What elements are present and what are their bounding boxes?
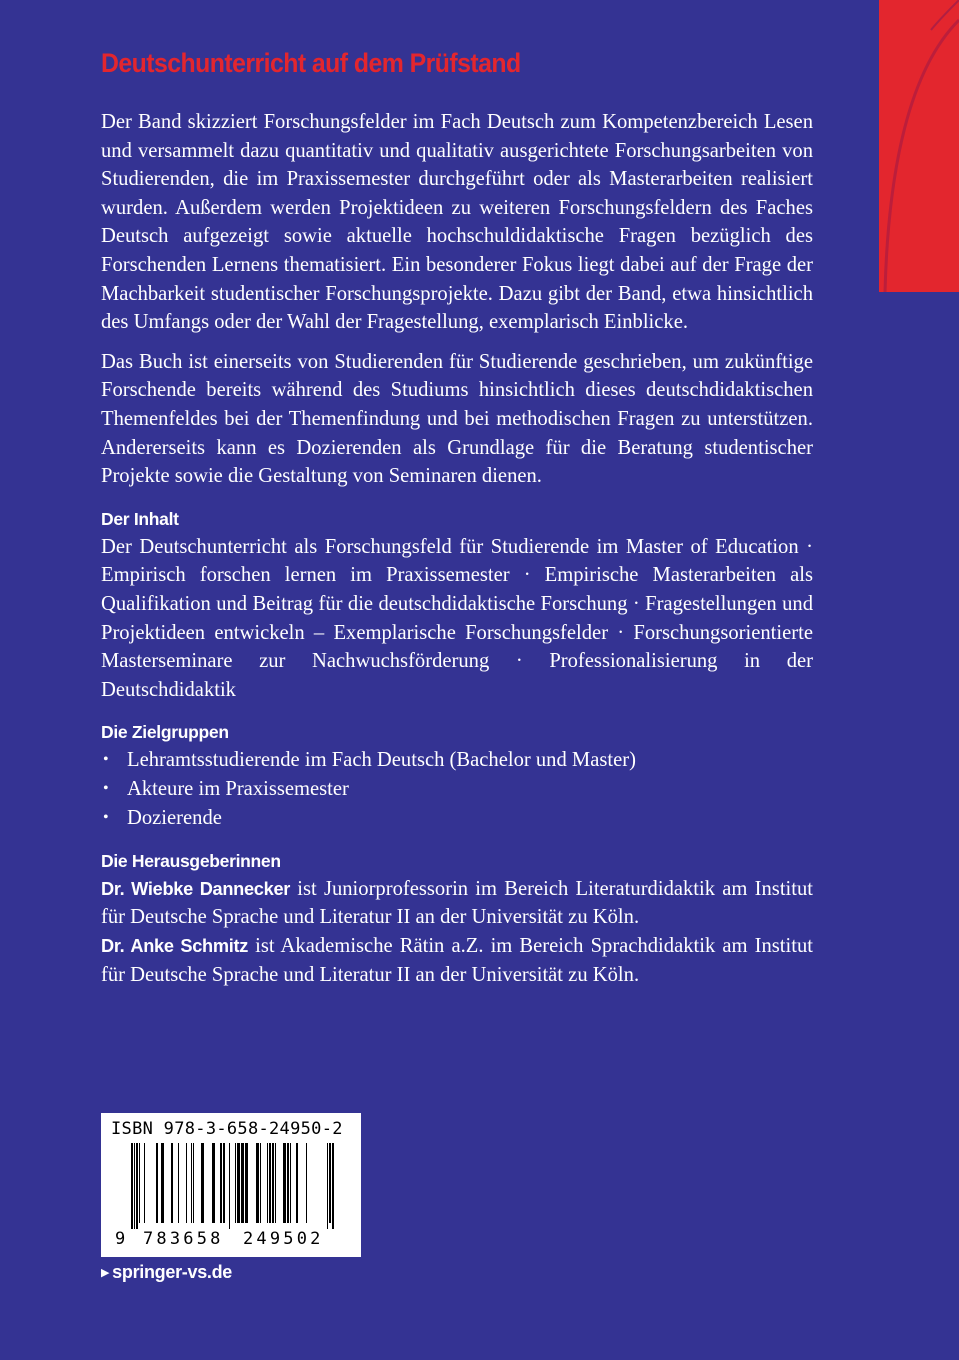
description-paragraph-1: Der Band skizziert Forschungsfelder im Fach Deutsch zum Kompetenzbereich Lesen und versammelt dazu quantitativ und qualitativ ausgerichtete Forschungsarbeiten von Studierenden, die im Praxissemester durchgeführt oder als Masterarbeiten realisiert wurden. Außerdem werden Projektideen zu weiteren Forschungsfeldern des Faches Deutsch aufgezeigt sowie aktuelle hochschuldidaktische Fragen bezüglich des Forschenden Lernens thematisiert. Ein besonderer Fokus liegt dabei auf der Frage der Machbarkeit studentischer Forschungsprojekte. Dazu gibt der Band, etwa hinsichtlich des Umfangs oder der Wahl der Fragestellung, exemplarisch Einblicke.: [101, 111, 813, 334]
barcode-bar: [332, 1143, 334, 1229]
barcode-bar: [267, 1143, 268, 1223]
barcode-bar: [272, 1143, 274, 1223]
book-title: Deutschunterricht auf dem Prüfstand: [101, 48, 521, 78]
herausgeberinnen-heading: Die Herausgeberinnen: [101, 850, 281, 871]
editor-bio-2: [101, 932, 813, 990]
barcode-bar: [260, 1143, 261, 1223]
barcode-bar: [275, 1143, 276, 1223]
barcode-bar: [329, 1143, 331, 1223]
barcode-bar: [245, 1143, 248, 1223]
barcode-bars: [101, 1143, 361, 1233]
barcode-bar: [178, 1143, 179, 1223]
barcode-bar: [229, 1143, 230, 1229]
zielgruppen-list: [101, 746, 813, 832]
list-item: • Akteure im Praxissemester: [101, 775, 813, 804]
barcode-bar: [131, 1143, 133, 1229]
inhalt-heading: Der Inhalt: [101, 508, 179, 529]
barcode-digit-prefix: 9: [115, 1229, 126, 1249]
barcode-bar: [223, 1143, 225, 1223]
zielgruppen-heading: Die Zielgruppen: [101, 722, 229, 743]
barcode-bar: [290, 1143, 291, 1223]
barcode-bar: [201, 1143, 204, 1223]
list-item: • Dozierende: [101, 804, 813, 833]
barcode-bar: [269, 1143, 271, 1223]
barcode-bar: [235, 1143, 236, 1223]
editor-bio-1: [101, 875, 813, 933]
play-arrow-icon: ▶: [101, 1267, 110, 1279]
barcode-bar: [191, 1143, 192, 1223]
inhalt-text: Der Deutschunterricht als Forschungsfeld für Studierende im Master of Education · Empirisch forschen lernen im Praxissemester · Empirische Masterarbeiten als Qualifikation und Beitrag für die deutschdidaktische Forschung · Fragestellungen und Projektideen entwickeln – Exemplarische Forschungsfelder · Forschungsorientierte Masterseminare zur Nachwuchsförderung · Professionalisierung in der Deutschdidaktik: [101, 535, 813, 701]
barcode-digits-right: 249502: [243, 1229, 324, 1249]
website-label[interactable]: springer-vs.de: [112, 1262, 233, 1282]
barcode-bar: [283, 1143, 286, 1223]
barcode-bar: [296, 1143, 298, 1223]
barcode-bar: [134, 1143, 135, 1229]
editor-text-2: ist Akademische Rätin a.Z. im Bereich Sprachdidaktik am Institut für Deutsche Sprache und Literatur II an der Universität zu Köln.: [101, 935, 813, 987]
barcode-bar: [161, 1143, 164, 1223]
barcode-bar: [144, 1143, 145, 1223]
barcode-bar: [212, 1143, 215, 1223]
barcode-bar: [327, 1143, 328, 1229]
barcode-bar: [287, 1143, 289, 1223]
isbn-label: ISBN 978-3-658-24950-2: [111, 1119, 343, 1139]
decorative-curve: [879, 0, 959, 292]
list-item: • Lehramtsstudierende im Fach Deutsch (Bachelor und Master): [101, 746, 813, 775]
barcode-bar: [256, 1143, 259, 1223]
description-paragraph-2: Das Buch ist einerseits von Studierenden für Studierende geschrieben, um zukünftige Forschende bereits während des Studiums hinsichtlich dieses deutschdidaktischen Themenfeldes bei der Themenfindung und bei methodischen Fragen zu unterstützen. Andererseits kann es Dozierenden als Grundlage für die Beratung studentischer Projekte sowie die Gestaltung von Seminaren dienen.: [101, 350, 813, 488]
barcode-bar: [306, 1143, 307, 1223]
barcode-bar: [237, 1143, 240, 1223]
editor-text-1: ist Juniorprofessorin im Bereich Literaturdidaktik am Institut für Deutsche Sprache und Literatur II an der Universität zu Köln.: [101, 877, 814, 929]
barcode-bar: [171, 1143, 173, 1223]
barcode-bar: [156, 1143, 158, 1223]
editor-name-2: Dr. Anke Schmitz: [101, 936, 249, 957]
barcode-bar: [186, 1143, 187, 1223]
publisher-website[interactable]: [101, 1262, 232, 1283]
barcode-bar: [241, 1143, 244, 1223]
barcode-bar: [193, 1143, 194, 1223]
barcode-bar: [220, 1143, 222, 1223]
isbn-barcode: [101, 1113, 361, 1257]
barcode-bar: [139, 1143, 140, 1223]
barcode-bar: [136, 1143, 138, 1229]
back-cover-text: [101, 44, 813, 990]
barcode-digits-left: 783658: [143, 1229, 224, 1249]
red-accent-band: [879, 0, 959, 292]
editor-name-1: Dr. Wiebke Dannecker: [101, 878, 291, 899]
